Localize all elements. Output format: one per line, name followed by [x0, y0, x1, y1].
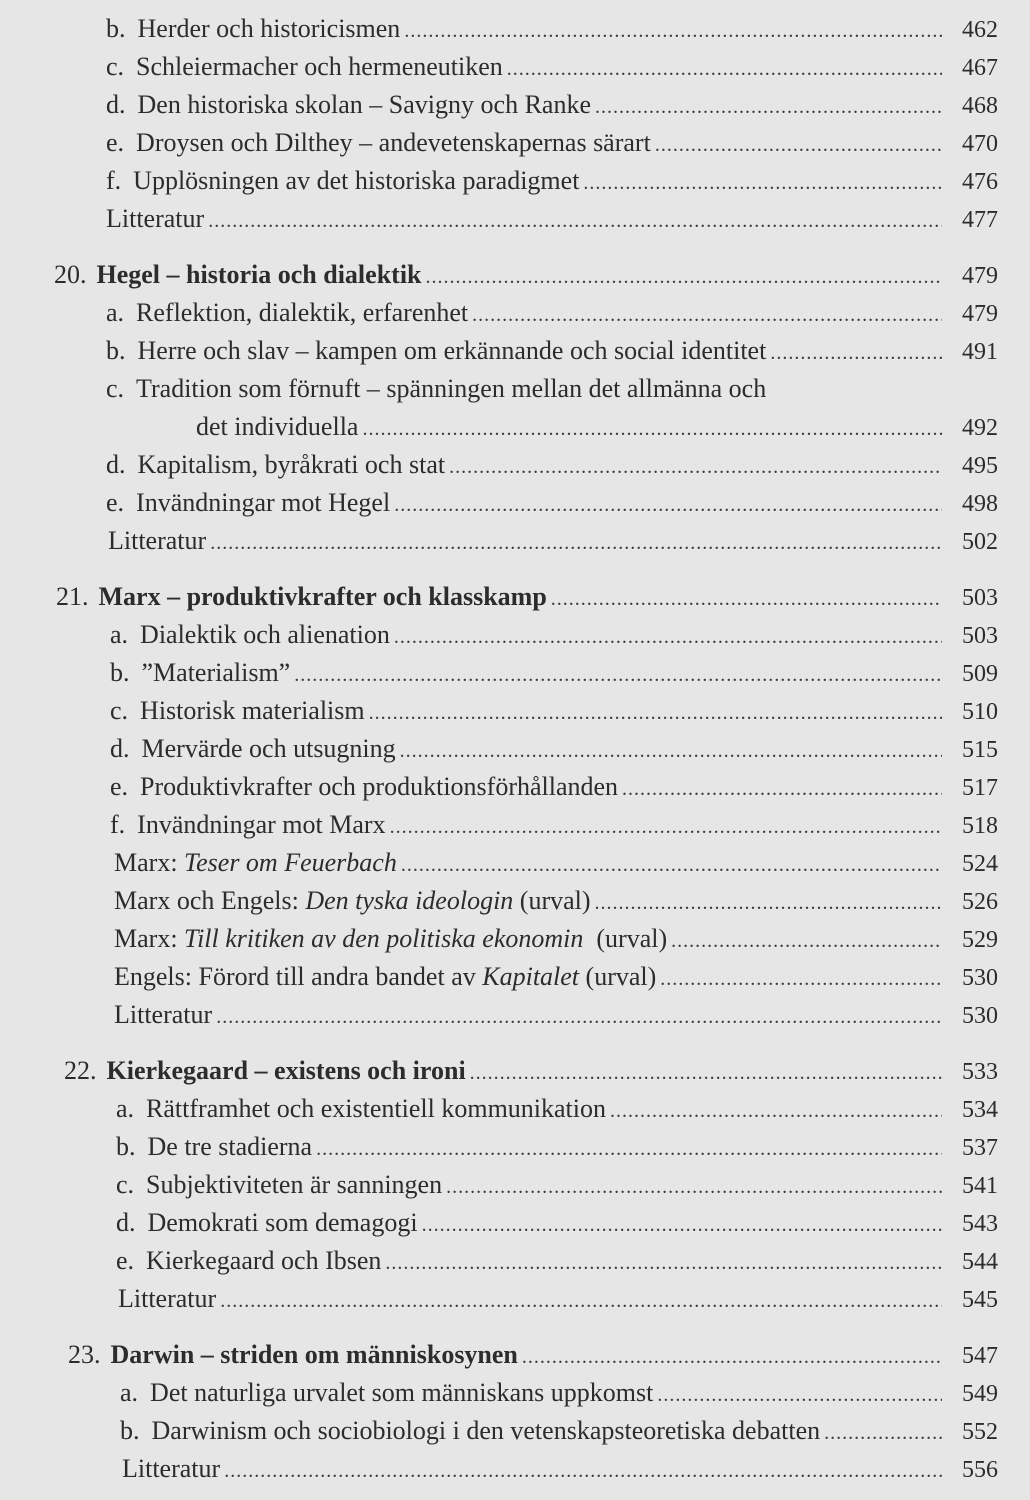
page-number: 479 [962, 263, 998, 289]
work-title: Till kritiken av den politiska ekonomin [184, 924, 584, 953]
page-number: 533 [962, 1059, 998, 1085]
entry-title: Invändningar mot Hegel [136, 488, 391, 517]
dot-leader [824, 1414, 942, 1452]
toc-entry-text: Engels: Förord till andra bandet av Kapitalet (urval) ..... 530 [0, 958, 1030, 996]
page-number: 515 [962, 737, 998, 763]
toc-entry: e. Produktivkrafter och produktionsförhållanden ..... 517 [0, 768, 1030, 806]
entry-title: Herre och slav – kampen om erkännande och social identitet [137, 336, 767, 365]
chapter-number: 20. [54, 260, 87, 289]
page-number: 479 [962, 301, 998, 327]
toc-entry: a. Reflektion, dialektik, erfarenhet ..... 479 [0, 294, 1030, 332]
page-number: 530 [962, 965, 998, 991]
entry-title: Litteratur [118, 1284, 217, 1313]
toc-entry-litteratur [0, 996, 1030, 1034]
toc-entry: d. Demokrati som demagogi ..... 543 [0, 1204, 1030, 1242]
page-number: 470 [962, 131, 998, 157]
page-number: 495 [962, 453, 998, 479]
toc-section-19-continued [0, 10, 1030, 238]
entry-title: Litteratur [108, 526, 207, 555]
page-number: 503 [962, 623, 998, 649]
page-number: 545 [962, 1287, 998, 1313]
page-number: 510 [962, 699, 998, 725]
entry-title: Darwinism och sociobiologi i den vetenskapsteoretiska debatten [151, 1416, 821, 1445]
dot-leader [216, 998, 942, 1036]
entry-title: Litteratur [122, 1454, 221, 1483]
entry-title: Kierkegaard och Ibsen [146, 1246, 382, 1275]
toc-entry: c. Historisk materialism ..... 510 [0, 692, 1030, 730]
toc-entry: e. Kierkegaard och Ibsen ..... 544 [0, 1242, 1030, 1280]
toc-entry: a. Dialektik och alienation ..... 503 [0, 616, 1030, 654]
dot-leader [583, 164, 942, 202]
toc-entry: a. Det naturliga urvalet som människans uppkomst ..... 549 [0, 1374, 1030, 1412]
toc-entry-litteratur [0, 200, 1030, 238]
dot-leader [294, 656, 942, 694]
entry-title: Upplösningen av det historiska paradigmet [133, 166, 580, 195]
entry-title: Rättframhet och existentiell kommunikation [146, 1094, 606, 1123]
toc-entry: b. Darwinism och sociobiologi i den vetenskapsteoretiska debatten ..... 552 [0, 1412, 1030, 1450]
table-of-contents [0, 10, 1030, 1488]
dot-leader [446, 1168, 942, 1206]
chapter-heading [0, 578, 1030, 616]
chapter-heading [0, 256, 1030, 294]
dot-leader [610, 1092, 942, 1130]
dot-leader [657, 1376, 942, 1414]
toc-entry-litteratur [0, 1280, 1030, 1318]
toc-entry: e. Invändningar mot Hegel ..... 498 [0, 484, 1030, 522]
chapter-title: Kierkegaard – existens och ironi [106, 1056, 466, 1085]
toc-entry-litteratur [0, 522, 1030, 560]
toc-entry: d. Mervärde och utsugning ..... 515 [0, 730, 1030, 768]
toc-chapter-23 [0, 1336, 1030, 1488]
dot-leader [595, 884, 942, 922]
chapter-title: Marx – produktivkrafter och klasskamp [98, 582, 547, 611]
page-number: 498 [962, 491, 998, 517]
page-number: 544 [962, 1249, 998, 1275]
dot-leader [401, 846, 942, 884]
dot-leader [362, 410, 942, 448]
entry-title: Det naturliga urvalet som människans uppkomst [150, 1378, 654, 1407]
dot-leader [595, 88, 942, 126]
toc-chapter-21 [0, 578, 1030, 1034]
page-number: 529 [962, 927, 998, 953]
page-number: 526 [962, 889, 998, 915]
dot-leader [316, 1130, 942, 1168]
toc-entry: c. Schleiermacher och hermeneutiken ..... 467 [0, 48, 1030, 86]
dot-leader [210, 524, 942, 562]
toc-entry: b. De tre stadierna ..... 537 [0, 1128, 1030, 1166]
dot-leader [470, 1054, 942, 1092]
toc-entry: d. Kapitalism, byråkrati och stat ..... 495 [0, 446, 1030, 484]
entry-title: Schleiermacher och hermeneutiken [136, 52, 503, 81]
entry-title: Invändningar mot Marx [137, 810, 386, 839]
dot-leader [400, 732, 942, 770]
dot-leader [507, 50, 942, 88]
dot-leader [394, 618, 942, 656]
toc-entry-line-2 [0, 408, 1030, 446]
chapter-title: Hegel – historia och dialektik [96, 260, 422, 289]
toc-entry: e. Droysen och Dilthey – andevetenskapernas särart ..... 470 [0, 124, 1030, 162]
page-number: 517 [962, 775, 998, 801]
entry-title: Herder och historicismen [137, 14, 401, 43]
page-number: 530 [962, 1003, 998, 1029]
toc-entry-litteratur [0, 1450, 1030, 1488]
entry-title: Historisk materialism [140, 696, 365, 725]
toc-entry: b. Herre och slav – kampen om erkännande och social identitet ..... 491 [0, 332, 1030, 370]
dot-leader [472, 296, 942, 334]
chapter-number: 21. [56, 582, 89, 611]
page-number: 552 [962, 1419, 998, 1445]
page-number: 543 [962, 1211, 998, 1237]
chapter-title: Darwin – striden om människosynen [110, 1340, 518, 1369]
page-number: 477 [962, 207, 998, 233]
toc-entry: f. Upplösningen av det historiska paradigmet ..... 476 [0, 162, 1030, 200]
toc-entry-text: Marx: Till kritiken av den politiska ekonomin (urval) ..... 529 [0, 920, 1030, 958]
chapter-heading [0, 1052, 1030, 1090]
entry-title: Subjektiviteten är sanningen [146, 1170, 443, 1199]
entry-title: Droysen och Dilthey – andevetenskapernas särart [136, 128, 651, 157]
dot-leader [208, 202, 942, 240]
entry-title: Demokrati som demagogi [147, 1208, 418, 1237]
toc-entry: f. Invändningar mot Marx ..... 518 [0, 806, 1030, 844]
chapter-number: 23. [68, 1340, 101, 1369]
toc-entry-text: Marx och Engels: Den tyska ideologin (urval) ..... 526 [0, 882, 1030, 920]
toc-entry-line-1: c. Tradition som förnuft – spänningen mellan det allmänna och [106, 374, 767, 403]
entry-title: Reflektion, dialektik, erfarenhet [136, 298, 469, 327]
toc-chapter-22 [0, 1052, 1030, 1318]
page-number: 503 [962, 585, 998, 611]
entry-title: Litteratur [106, 204, 205, 233]
dot-leader [622, 770, 942, 808]
toc-entry: b. Herder och historicismen ..... 462 [0, 10, 1030, 48]
dot-leader [404, 12, 942, 50]
entry-title: Mervärde och utsugning [141, 734, 396, 763]
page-number: 468 [962, 93, 998, 119]
page-number: 491 [962, 339, 998, 365]
page-number: 524 [962, 851, 998, 877]
dot-leader [385, 1244, 942, 1282]
page-number: 549 [962, 1381, 998, 1407]
dot-leader [369, 694, 942, 732]
page-number: 541 [962, 1173, 998, 1199]
dot-leader [390, 808, 942, 846]
page-number: 556 [962, 1457, 998, 1483]
toc-chapter-20 [0, 256, 1030, 560]
entry-title: Tradition som förnuft – spänningen mellan det allmänna och [136, 374, 767, 403]
page-number: 467 [962, 55, 998, 81]
toc-entry-text: Marx: Teser om Feuerbach ..... 524 [0, 844, 1030, 882]
dot-leader [770, 334, 942, 372]
entry-title: Produktivkrafter och produktionsförhållanden [140, 772, 619, 801]
entry-title: Litteratur [114, 1000, 213, 1029]
page-number: 534 [962, 1097, 998, 1123]
dot-leader [394, 486, 942, 524]
dot-leader [426, 258, 943, 296]
chapter-number: 22. [64, 1056, 97, 1085]
page-number: 537 [962, 1135, 998, 1161]
chapter-heading [0, 1336, 1030, 1374]
toc-entry: b. ”Materialism” ..... 509 [0, 654, 1030, 692]
page-number: 476 [962, 169, 998, 195]
page-number: 547 [962, 1343, 998, 1369]
dot-leader [671, 922, 942, 960]
entry-title: ”Materialism” [141, 658, 291, 687]
entry-title: De tre stadierna [147, 1132, 313, 1161]
toc-entry: d. Den historiska skolan – Savigny och Ranke ..... 468 [0, 86, 1030, 124]
page-number: 492 [962, 415, 998, 441]
entry-title: Den historiska skolan – Savigny och Ranke [137, 90, 591, 119]
dot-leader [224, 1452, 942, 1490]
work-title: Den tyska ideologin [305, 886, 514, 915]
page-number: 509 [962, 661, 998, 687]
dot-leader [551, 580, 942, 618]
dot-leader [522, 1338, 942, 1376]
dot-leader [449, 448, 942, 486]
dot-leader [220, 1282, 942, 1320]
work-title: Kapitalet [482, 962, 580, 991]
toc-entry: a. Rättframhet och existentiell kommunikation ..... 534 [0, 1090, 1030, 1128]
page-number: 502 [962, 529, 998, 555]
entry-title-continued: det individuella [196, 412, 359, 441]
toc-entry: c. Subjektiviteten är sanningen ..... 541 [0, 1166, 1030, 1204]
dot-leader [422, 1206, 942, 1244]
page-number: 462 [962, 17, 998, 43]
dot-leader [660, 960, 942, 998]
entry-title: Kapitalism, byråkrati och stat [137, 450, 446, 479]
dot-leader [655, 126, 942, 164]
entry-title: Dialektik och alienation [140, 620, 390, 649]
work-title: Teser om Feuerbach [184, 848, 397, 877]
page-number: 518 [962, 813, 998, 839]
